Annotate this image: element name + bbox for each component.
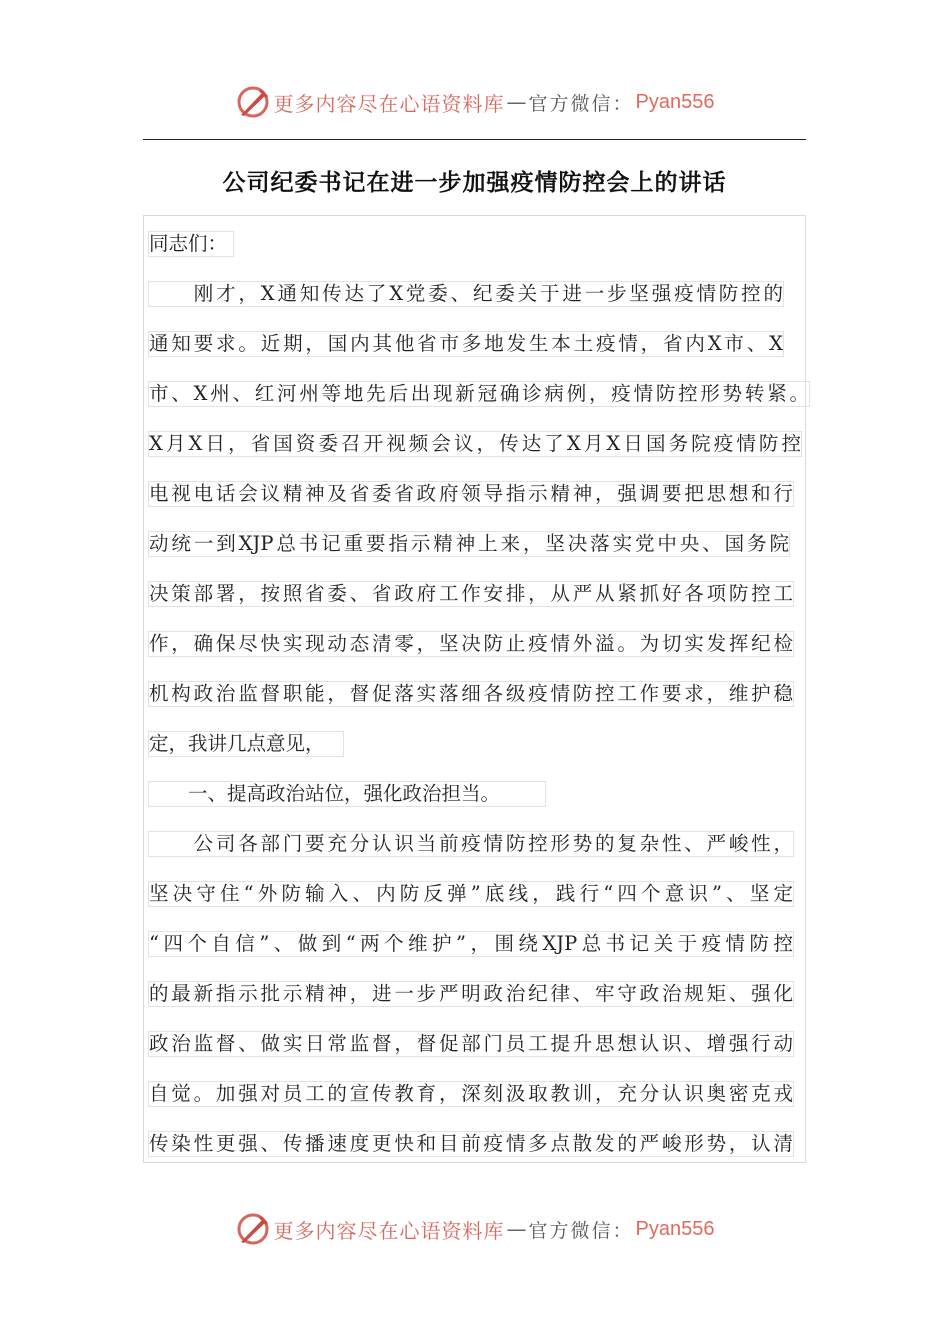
header-official-label: 官方微信：: [528, 92, 634, 115]
body-line: 动统一到XJP总书记重要指示精神上来，坚决落实党中央、国务院: [149, 532, 789, 555]
body-line: X月X日，省国资委召开视频会议，传达了X月X日国务院疫情防控: [149, 432, 801, 455]
body-line: 公司各部门要充分认识当前疫情防控形势的复杂性、严峻性，: [149, 832, 793, 855]
body-line: 坚决守住“外防输入、内防反弹”底线，践行“四个意识”、坚定: [149, 882, 793, 905]
footer-brand-text: 更多内容尽在心语资料库: [273, 1218, 505, 1243]
header-dash: —: [506, 90, 527, 114]
header-banner: [0, 82, 950, 122]
header-divider: [143, 139, 806, 140]
body-line: “四个自信”、做到“两个维护”，围绕XJP总书记关于疫情防控: [149, 932, 793, 955]
body-line: 决策部署，按照省委、省政府工作安排，从严从紧抓好各项防控工: [149, 582, 793, 605]
quill-logo-icon: [236, 1212, 270, 1246]
body-line: 电视电话会议精神及省委省政府领导指示精神，强调要把思想和行: [149, 482, 793, 505]
body-line: 政治监督、做实日常监督，督促部门员工提升思想认识、增强行动: [149, 1032, 793, 1055]
quill-logo-icon: [236, 85, 270, 119]
body-line: 刚才，X通知传达了X党委、纪委关于进一步坚强疫情防控的: [149, 282, 783, 305]
header-brand-text: 更多内容尽在心语资料库: [273, 91, 505, 116]
section-heading: 一、提高政治站位，强化政治担当。: [148, 781, 546, 807]
body-line: 机构政治监督职能，督促落实落细各级疫情防控工作要求，维护稳: [149, 682, 793, 705]
body-line: 定，我讲几点意见，: [148, 731, 344, 757]
body-line: 通知要求。近期，国内其他省市多地发生本土疫情，省内X市、X: [149, 332, 783, 355]
body-line: 作，确保尽快实现动态清零，坚决防止疫情外溢。为切实发挥纪检: [149, 632, 793, 655]
footer-dash: —: [506, 1217, 527, 1241]
body-line: 自觉。加强对员工的宣传教育，深刻汲取教训，充分认识奥密克戎: [149, 1082, 793, 1105]
footer-official-label: 官方微信：: [528, 1219, 634, 1242]
footer-banner: [0, 1209, 950, 1249]
header-wechat-id: Pyan556: [635, 90, 715, 113]
body-line: 市、X州、红河州等地先后出现新冠确诊病例，疫情防控形势转紧。: [149, 382, 809, 405]
document-title: 公司纪委书记在进一步加强疫情防控会上的讲话: [222, 170, 727, 196]
body-line: 同志们：: [148, 231, 234, 257]
footer-wechat-id: Pyan556: [635, 1217, 715, 1240]
body-line: 的最新指示批示精神，进一步严明政治纪律、牢守政治规矩、强化: [149, 982, 793, 1005]
body-line: 传染性更强、传播速度更快和目前疫情多点散发的严峻形势，认清: [149, 1132, 793, 1155]
